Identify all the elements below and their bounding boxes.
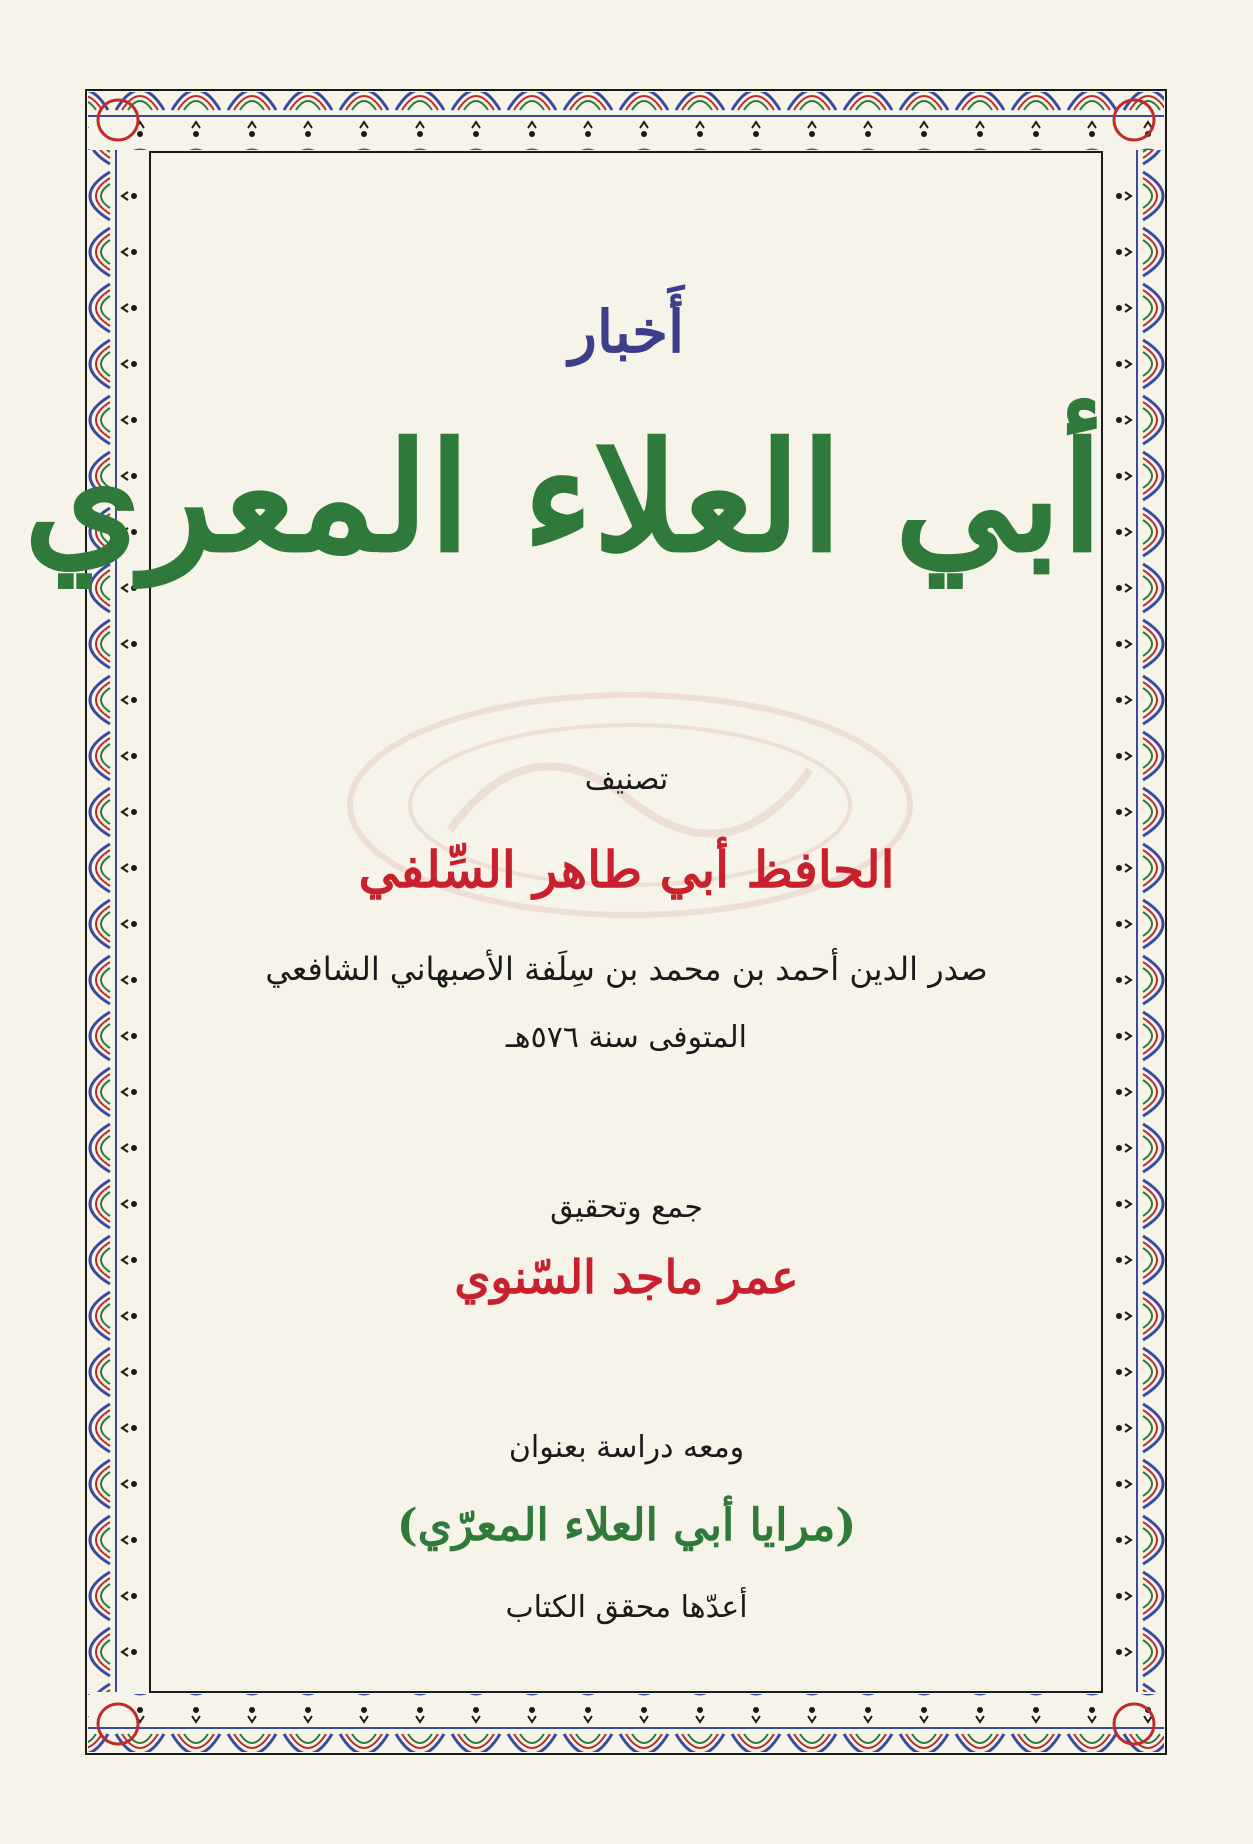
author-full-name: صدر الدين أحمد بن محمد بن سِلَفة الأصبهاني الشافعي [265, 950, 988, 988]
cover-content [23, 150, 1103, 1690]
compiled-label: جمع وتحقيق [550, 1190, 703, 1225]
title-prefix: أَخبار [568, 298, 685, 366]
author-death-date: المتوفى سنة ٥٧٦هـ [505, 1020, 747, 1055]
editor-name: عمر ماجد السّنوي [454, 1250, 799, 1304]
main-title: أبي العلاء المعري [23, 410, 1103, 586]
study-intro: ومعه دراسة بعنوان [508, 1430, 745, 1465]
study-by: أعدّها محقق الكتاب [505, 1590, 748, 1625]
study-title: (مرايا أبي العلاء المعرّي) [396, 1500, 857, 1551]
authored-label: تصنيف [584, 762, 669, 797]
author-name: الحافظ أبي طاهر السِّلفي [358, 840, 895, 899]
